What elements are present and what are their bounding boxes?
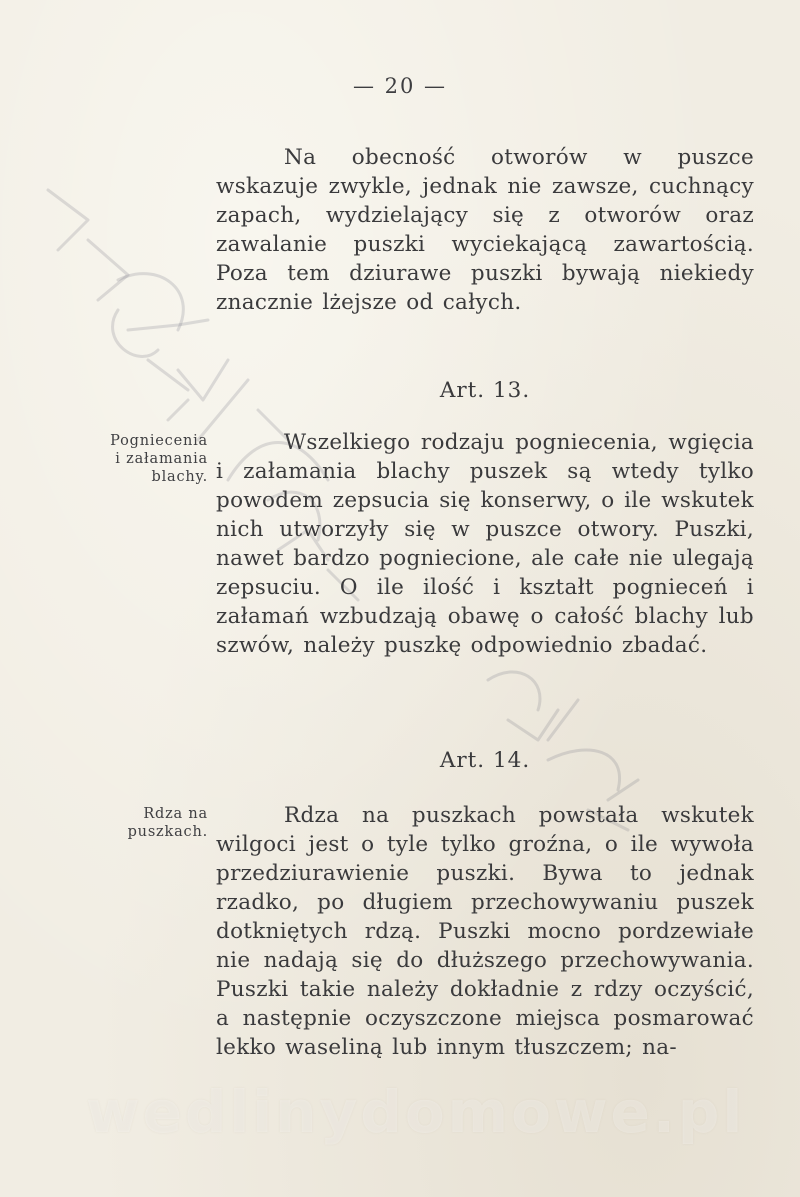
article-14-body-block [216,801,754,1062]
article-14-paragraph: Rdza na puszkach powstała wskutek wilgoci jest o tyle tylko groźna, o ile wywoła przedziurawienie puszki. Bywa to jednak rzadko, po długiem przechowywaniu puszek dotkniętych rdzą. Puszki mocno pordzewiałe nie nadają się do dłuższego przechowywania. Puszki takie należy dokładnie z rdzy oczyścić, a następnie oczyszczone miejsca posmarować lekko waseliną lub innym tłuszczem; na- [216,803,754,1060]
page-number: — 20 — [352,74,448,98]
article-13-margin-note [58,432,208,486]
article-14-heading: Art. 14. [439,748,531,773]
intro-paragraph: Na obecność otworów w puszce wskazuje zwykle, jednak nie zawsze, cuchnący zapach, wydzielający się z otworów oraz zawalanie puszki wyciekającą zawartością. Poza tem dziurawe puszki bywają niekiedy znacznie lżejsze od całych. [216,145,754,315]
intro-paragraph-block [216,143,754,317]
margin-note-line: i załamania [115,451,208,467]
margin-note-line: blachy. [151,469,208,485]
watermark-text: wedlinydomowe.pl [86,1078,746,1146]
margin-note-line: puszkach. [127,824,208,840]
article-13-heading: Art. 13. [439,378,531,403]
margin-note-line: Rdza na [143,806,208,822]
margin-note-line: Pogniecenia [110,433,208,449]
article-14-margin-note [58,805,208,841]
article-13-paragraph: Wszelkiego rodzaju pogniecenia, wgięcia i załamania blachy puszek są wtedy tylko powodem zepsucia się konserwy, o ile wskutek nich utworzyły się w puszce otwory. Puszki, nawet bardzo pogniecione, ale całe nie ulegają zepsuciu. O ile ilość i kształt pognieceń i załamań wzbudzają obawę o całość blachy lub szwów, należy puszkę odpowiednio zbadać. [216,430,754,658]
article-13-body-block [216,428,754,660]
